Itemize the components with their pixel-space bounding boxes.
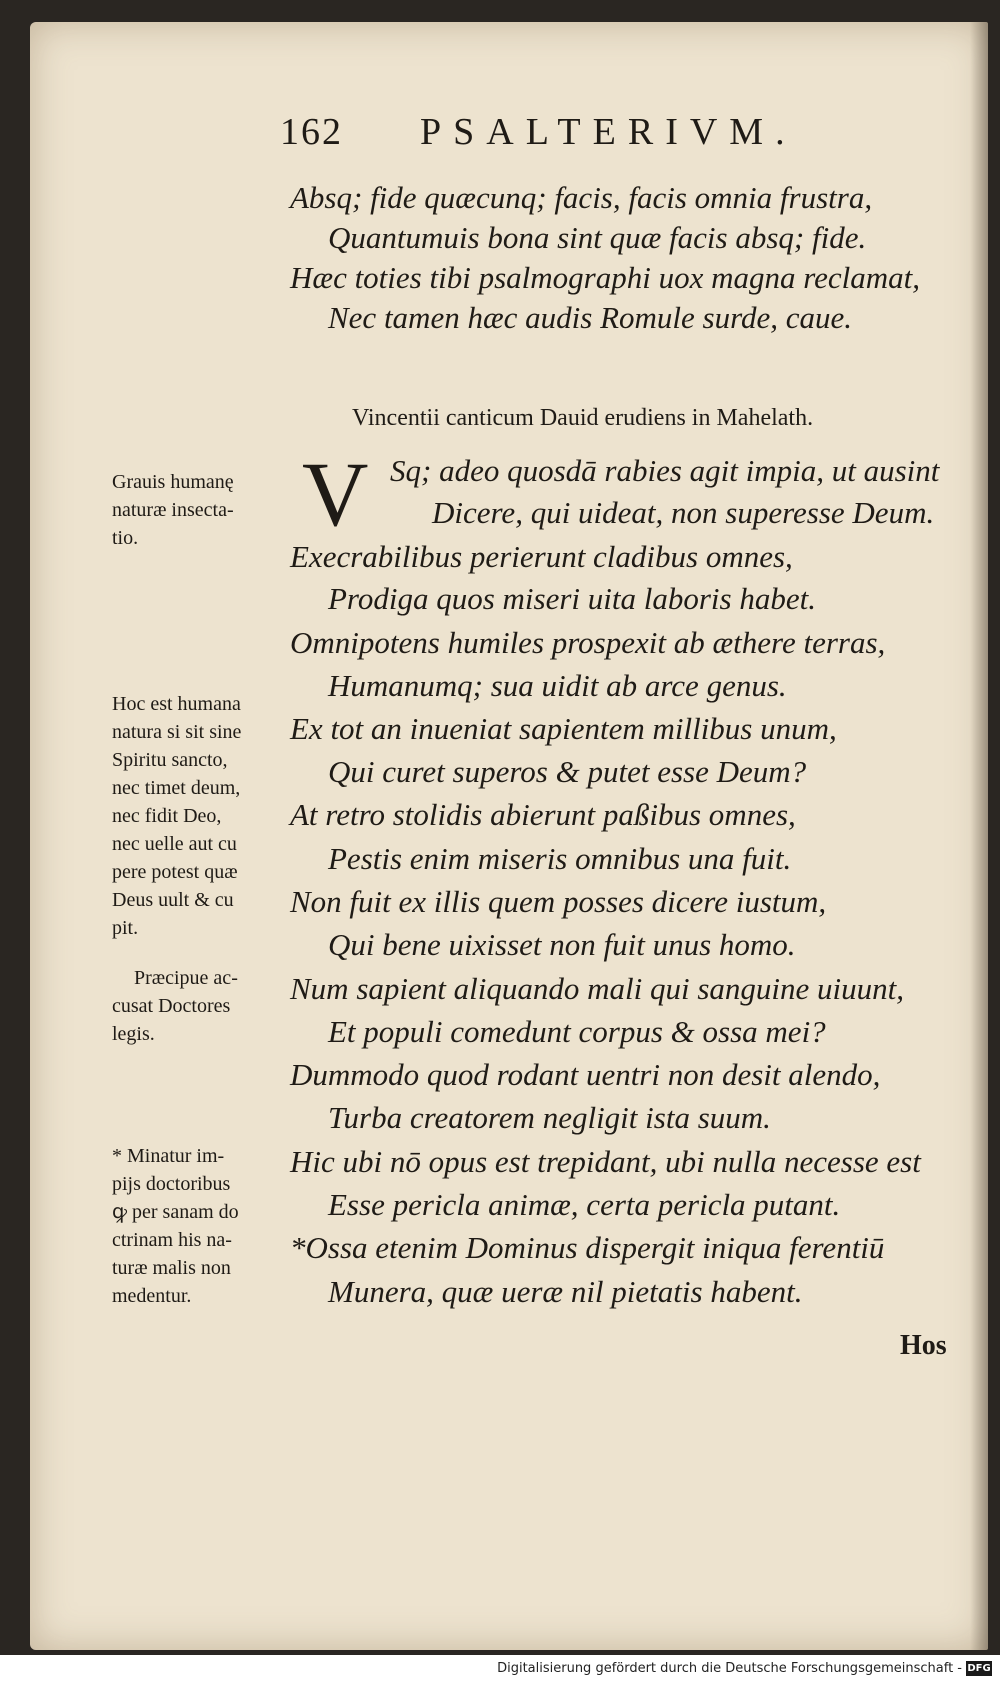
verse-line: Humanumq; sua uidit ab arce genus. xyxy=(328,668,787,703)
verse-line: Execrabilibus perierunt cladibus omnes, xyxy=(290,539,793,574)
marginal-note xyxy=(112,964,287,1048)
marginal-note xyxy=(112,468,287,552)
note-line: turæ malis non xyxy=(112,1257,231,1279)
note-line: ctrinam his na- xyxy=(112,1229,232,1251)
verse-line: Pestis enim miseris omnibus una fuit. xyxy=(328,841,792,876)
verse-line: Qui curet superos & putet esse Deum? xyxy=(328,754,807,789)
note-line: medentur. xyxy=(112,1285,192,1307)
note-line: pit. xyxy=(112,917,139,939)
verse-line: Hic ubi nō opus est trepidant, ubi nulla necesse est xyxy=(290,1144,921,1179)
drop-cap: V xyxy=(302,443,369,545)
note-line: pijs doctoribus xyxy=(112,1173,231,1195)
marginal-note xyxy=(112,1142,287,1310)
page-number: 162 xyxy=(280,111,343,153)
note-line: Deus uult & cu xyxy=(112,889,234,911)
note-line: naturæ insecta- xyxy=(112,499,234,521)
note-line: Præcipue ac- xyxy=(134,967,238,989)
verse-line: Esse pericla animæ, certa pericla putant. xyxy=(328,1187,841,1222)
dfg-logo-icon: DFG xyxy=(967,1663,991,1674)
verse-line: Et populi comedunt corpus & ossa mei? xyxy=(328,1014,826,1049)
verse-line: Turba creatorem negligit ista suum. xyxy=(328,1100,771,1135)
psalm-heading: Vincentii canticum Dauid erudiens in Mahelath. xyxy=(352,405,814,431)
note-line: ꝙ per sanam do xyxy=(112,1201,239,1223)
marginal-note xyxy=(112,690,287,942)
verse-line: Prodiga quos miseri uita laboris habet. xyxy=(328,581,816,616)
note-line: * Minatur im- xyxy=(112,1145,225,1167)
verse-line: Qui bene uixisset non fuit unus homo. xyxy=(328,927,796,962)
verse-line: Munera, quæ ueræ nil pietatis habent. xyxy=(328,1274,803,1309)
verse-line: Ex tot an inueniat sapientem millibus unum, xyxy=(290,711,837,746)
verse-line: Nec tamen hæc audis Romule surde, caue. xyxy=(328,300,853,335)
verse-line: Quantumuis bona sint quæ facis absq; fide. xyxy=(328,220,867,255)
note-line: nec uelle aut cu xyxy=(112,833,237,855)
footer-credit: Digitalisierung gefördert durch die Deutsche Forschungsgemeinschaft - xyxy=(497,1661,962,1676)
verse-line: At retro stolidis abierunt paßibus omnes, xyxy=(290,797,796,832)
note-line: Hoc est humana xyxy=(112,693,241,715)
verse-line: Sq; adeo quosdā rabies agit impia, ut ausint xyxy=(390,453,940,488)
note-line: cusat Doctores xyxy=(112,995,231,1017)
verse-line: Omnipotens humiles prospexit ab æthere terras, xyxy=(290,625,886,660)
verse-line: Hæc toties tibi psalmographi uox magna reclamat, xyxy=(290,260,921,295)
verse-line: *Ossa etenim Dominus dispergit iniqua ferentiū xyxy=(290,1230,885,1265)
note-line: Spiritu sancto, xyxy=(112,749,228,771)
footer-bar xyxy=(0,1658,1000,1682)
verse-line: Absq; fide quæcunq; facis, facis omnia frustra, xyxy=(290,180,873,215)
note-line: tio. xyxy=(112,527,139,549)
note-line: Grauis humanę xyxy=(112,471,234,493)
verse-line: Dummodo quod rodant uentri non desit alendo, xyxy=(290,1057,881,1092)
note-line: nec fidit Deo, xyxy=(112,805,222,827)
catchword: Hos xyxy=(900,1330,947,1361)
running-head-title: PSALTERIVM. xyxy=(420,111,797,153)
note-line: legis. xyxy=(112,1023,155,1045)
verse-line: Dicere, qui uideat, non superesse Deum. xyxy=(432,495,935,530)
note-line: nec timet deum, xyxy=(112,777,241,799)
page-edge-shadow xyxy=(970,22,988,1650)
running-head xyxy=(280,110,840,170)
verse-line: Num sapient aliquando mali qui sanguine uiuunt, xyxy=(290,971,904,1006)
verse-line: Non fuit ex illis quem posses dicere iustum, xyxy=(290,884,827,919)
note-line: pere potest quæ xyxy=(112,861,238,883)
note-line: natura si sit sine xyxy=(112,721,242,743)
